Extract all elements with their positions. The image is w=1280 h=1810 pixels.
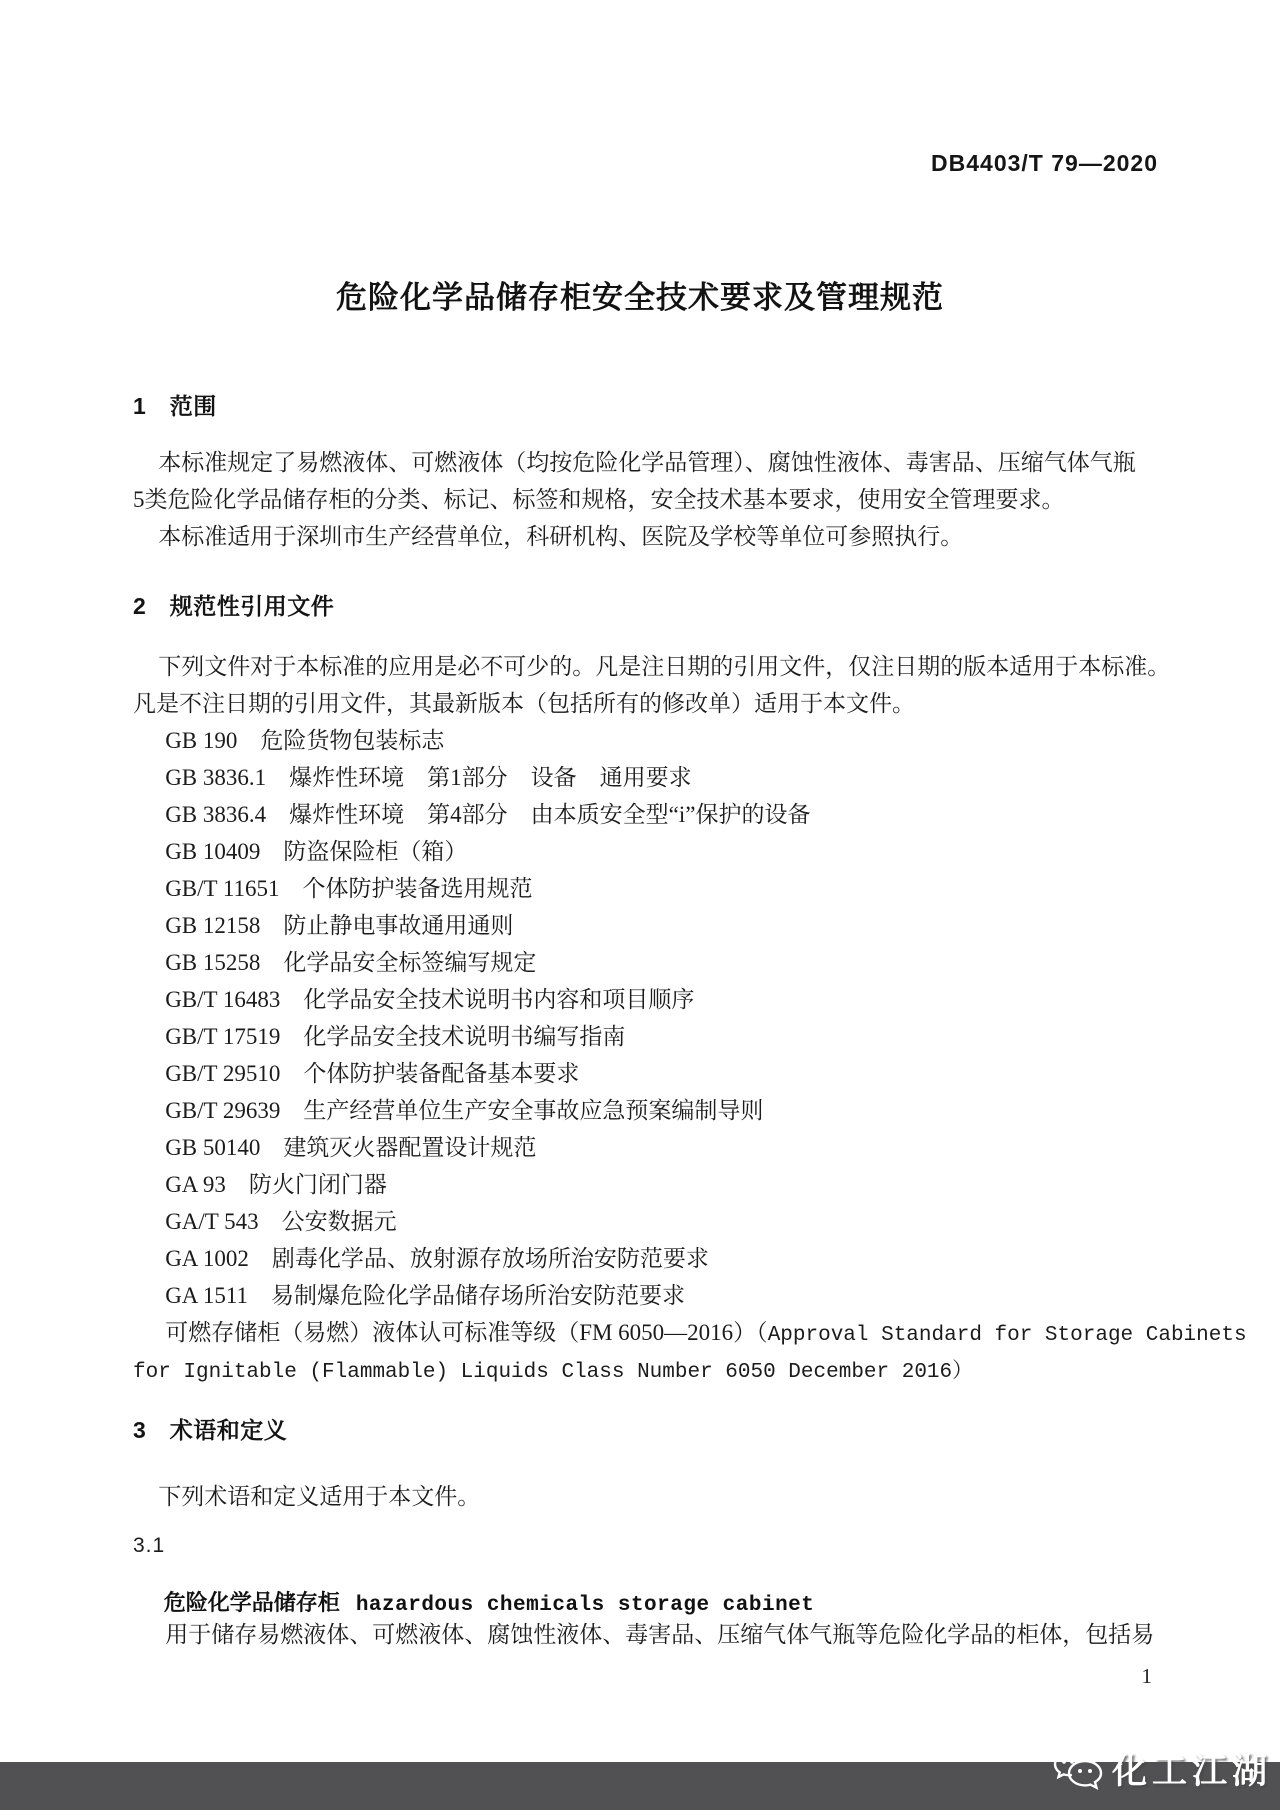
fm-reference-line: for Ignitable (Flammable) Liquids Class Number 6050 December 2016） [133, 1361, 974, 1384]
fm-reference-line [133, 1314, 1247, 1354]
reference-item: GB 10409 防盗保险柜（箱） [165, 839, 468, 864]
reference-item: GB 3836.1 爆炸性环境 第1部分 设备 通用要求 [165, 765, 692, 790]
paragraph-line: 下列文件对于本标准的应用是必不可少的。凡是注日期的引用文件，仅注日期的版本适用于本标准。 [158, 654, 1171, 679]
fm-reference-en: Approval Standard for Storage Cabinets [767, 1324, 1247, 1347]
reference-item: GB 50140 建筑灭火器配置设计规范 [165, 1135, 537, 1160]
section-3-heading: 3 术语和定义 [133, 1417, 288, 1443]
page-title: 危险化学品储存柜安全技术要求及管理规范 [336, 280, 944, 315]
term-heading [133, 1586, 1154, 1617]
normative-references-list [133, 722, 1247, 1391]
paragraph-line: 本标准规定了易燃液体、可燃液体（均按危险化学品管理）、腐蚀性液体、毒害品、压缩气体气瓶 [158, 450, 1136, 475]
paragraph-line: 下列术语和定义适用于本文件。 [158, 1484, 481, 1509]
paragraph-line: 5类危险化学品储存柜的分类、标记、标签和规格，安全技术基本要求，使用安全管理要求。 [133, 487, 1065, 512]
section-1-heading: 1 范围 [133, 393, 217, 419]
reference-item: GA 1511 易制爆危险化学品储存场所治安防范要求 [165, 1283, 686, 1308]
reference-item: GB/T 16483 化学品安全技术说明书内容和项目顺序 [165, 987, 695, 1012]
reference-item: GA 1002 剧毒化学品、放射源存放场所治安防范要求 [165, 1246, 709, 1271]
term-zh: 危险化学品储存柜 [163, 1590, 340, 1615]
section-1-body [133, 444, 1154, 555]
section-3-intro [133, 1478, 1154, 1515]
definition-line: 用于储存易燃液体、可燃液体、腐蚀性液体、毒害品、压缩气体气瓶等危险化学品的柜体，包括易 [165, 1622, 1155, 1647]
wechat-icon [1052, 1749, 1104, 1793]
term-definition [133, 1616, 1154, 1653]
paragraph-line: 凡是不注日期的引用文件，其最新版本（包括所有的修改单）适用于本文件。 [133, 691, 915, 716]
reference-item: GB/T 29639 生产经营单位生产安全事故应急预案编制导则 [165, 1098, 764, 1123]
reference-item: GB 12158 防止静电事故通用通则 [165, 913, 514, 938]
paragraph-line: 本标准适用于深圳市生产经营单位，科研机构、医院及学校等单位可参照执行。 [158, 524, 964, 549]
page-number: 1 [1141, 1664, 1152, 1688]
doc-code: DB4403/T 79—2020 [931, 150, 1158, 176]
reference-item: GB/T 17519 化学品安全技术说明书编写指南 [165, 1024, 626, 1049]
reference-item: GA 93 防火门闭门器 [165, 1172, 387, 1197]
reference-item: GB 15258 化学品安全标签编写规定 [165, 950, 537, 975]
section-2-heading: 2 规范性引用文件 [133, 593, 335, 619]
term-en: hazardous chemicals storage cabinet [355, 1594, 815, 1617]
reference-item: GA/T 543 公安数据元 [165, 1209, 397, 1234]
section-2-intro [133, 648, 1171, 722]
watermark [1052, 1748, 1272, 1794]
reference-item: GB 190 危险货物包装标志 [165, 728, 445, 753]
fm-reference-zh: 可燃存储柜（易燃）液体认可标准等级（FM 6050—2016）（ [165, 1320, 768, 1345]
reference-item: GB/T 11651 个体防护装备选用规范 [165, 876, 533, 901]
clause-number: 3.1 [133, 1534, 166, 1557]
watermark-text: 化工江湖 [1111, 1751, 1272, 1791]
reference-item: GB 3836.4 爆炸性环境 第4部分 由本质安全型“i”保护的设备 [165, 802, 811, 827]
reference-item: GB/T 29510 个体防护装备配备基本要求 [165, 1061, 580, 1086]
